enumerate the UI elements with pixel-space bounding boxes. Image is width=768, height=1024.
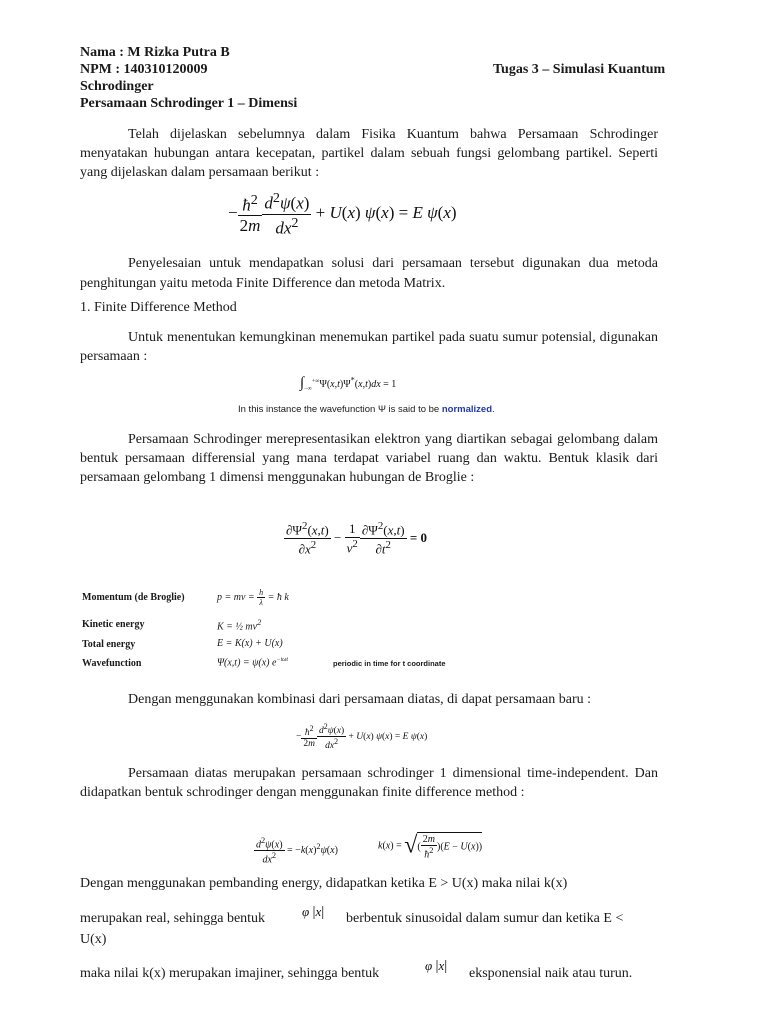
finite-difference-equation: $\frac{d^2\psi(x)}{dx^2}$ = $-k(x)^2\psi(x)$ [256,836,338,866]
schrodinger-equation-small: − $\frac{ħ^2}{2m}$ $\frac{d^2\psi(x)}{dx^2}$ + U(x) ψ(x) = E ψ(x) [296,722,428,752]
sinusoidal-text: berbentuk sinusoidal dalam sumur dan ketika E < [346,911,624,926]
task-title: Tugas 3 – Simulasi Kuantum [493,62,666,77]
table-row-label: Kinetic energy [82,619,145,630]
table-row-label: Momentum (de Broglie) [82,592,185,603]
normalization-integral: $\int_{-\infty}^{+\infty}\Psi(x,t)\Psi^*(x,t)dx = 1$ [300,375,397,392]
wavefunction-formula: Ψ(x,t) = ψ(x) $e^{-i\omega t}$ [217,657,289,669]
schrodinger-equation: − $\frac{ħ^2}{2m}$ $\frac{d^2\psi(x)}{dx^2}$ + U(x) ψ(x) = E ψ(x) [228,190,457,238]
table-row-label: Total energy [82,639,136,650]
wavenumber-equation: k(x) = √( $\frac{2m}{ħ^2}$ )(E − U(x)) [378,832,483,861]
combination-paragraph: Dengan menggunakan kombinasi dari persamaan diatas, di dapat persamaan baru : [128,692,592,707]
probability-paragraph: Untuk menentukan kemungkinan menemukan partikel pada suatu sumur potensial, digunakan persamaan : [80,330,658,365]
momentum-formula: p = mv = $\frac{h}{\lambda}$ = ħ k [217,588,289,607]
page-title: Persamaan Schrodinger 1 – Dimensi [80,96,298,111]
phi-symbol: φ |x| [302,904,325,920]
real-k-text: merupakan real, sehingga bentuk [80,911,266,926]
subject-line: Schrodinger [80,79,154,94]
table-row-label: Wavefunction [82,658,142,669]
author-name: Nama : M Rizka Putra B [80,45,230,60]
normalization-caption: In this instance the wavefunction Ψ is said to be normalized. [238,404,495,415]
intro-paragraph: Telah dijelaskan sebelumnya dalam Fisika Kuantum bahwa Persamaan Schrodinger menyatakan hubungan antara kecepatan, partikel dalam sebuah fungsi gelombang partikel. Seperti yang dijelaskan dalam persamaan berikut : [80,127,658,181]
solution-methods-paragraph: Penyelesaian untuk mendapatkan solusi dari persamaan tersebut digunakan dua metoda penghitungan yaitu metoda Finite Difference dan metoda Matrix. [80,256,658,291]
potential-text: U(x) [80,932,107,947]
total-energy-formula: E = K(x) + U(x) [217,638,283,649]
wavefunction-note: periodic in time for t coordinate [333,659,446,668]
phi-symbol: φ |x| [425,958,448,974]
energy-comparison-line: Dengan menggunakan pembanding energy, didapatkan ketika E > U(x) maka nilai k(x) [80,876,568,891]
exponential-text: eksponensial naik atau turun. [469,966,633,981]
wave-equation-paragraph: Persamaan Schrodinger merepresentasikan elektron yang diartikan sebagai gelombang dalam bentuk persamaan differensial yang mana terdapat variabel ruang dan waktu. Bentuk klasik dari persamaan gelombang 1 dimensi menggunakan hubungan de Broglie : [80,432,658,486]
section-heading: 1. Finite Difference Method [80,300,237,315]
student-number: NPM : 140310120009 [80,62,208,77]
imaginary-k-text: maka nilai k(x) merupakan imajiner, sehingga bentuk [80,966,380,981]
finite-difference-paragraph: Persamaan diatas merupakan persamaan schrodinger 1 dimensional time-independent. Dan didapatkan bentuk schrodinger dengan menggunakan finite difference method : [80,766,658,801]
wave-equation: $\frac{\partial\Psi^2(x,t)}{\partial x^2}$ − $\frac{1}{v^2}$ $\frac{\partial\Psi^2(x,t)}{\partial t^2}$ = 0 [286,520,427,557]
kinetic-formula: K = ½ $mv^2$ [217,618,262,633]
